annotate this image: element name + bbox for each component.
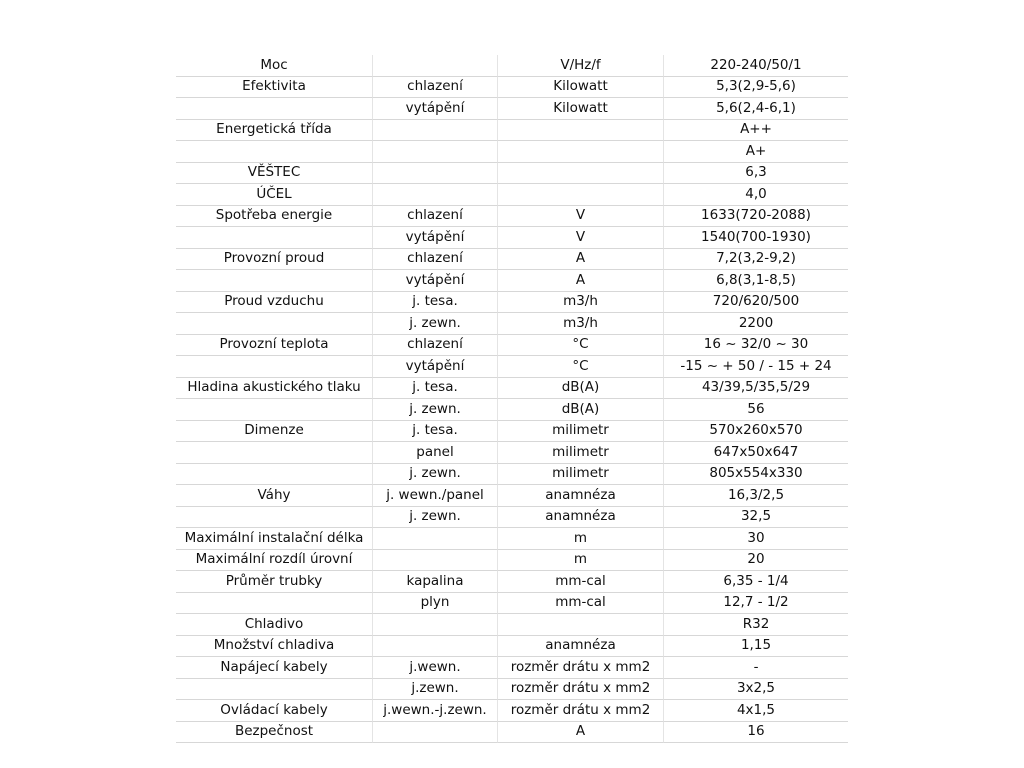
cell-value: 30 xyxy=(664,528,848,550)
table-row xyxy=(176,528,848,550)
table-row xyxy=(176,679,848,701)
cell-mode xyxy=(373,722,498,744)
cell-unit: rozměr drátu x mm2 xyxy=(498,700,664,722)
cell-mode: panel xyxy=(373,442,498,464)
spec-table-body xyxy=(176,55,848,743)
table-row xyxy=(176,163,848,185)
cell-value: 16,3/2,5 xyxy=(664,485,848,507)
table-row xyxy=(176,464,848,486)
cell-unit: anamnéza xyxy=(498,485,664,507)
cell-name: Efektivita xyxy=(176,77,373,99)
cell-name: Moc xyxy=(176,55,373,77)
cell-name: Dimenze xyxy=(176,421,373,443)
cell-value: 16 xyxy=(664,722,848,744)
cell-mode: j. tesa. xyxy=(373,292,498,314)
cell-mode: chlazení xyxy=(373,249,498,271)
table-row xyxy=(176,292,848,314)
cell-mode xyxy=(373,528,498,550)
table-row xyxy=(176,227,848,249)
cell-unit: m3/h xyxy=(498,292,664,314)
cell-name: Maximální rozdíl úrovní xyxy=(176,550,373,572)
cell-value: 720/620/500 xyxy=(664,292,848,314)
table-row xyxy=(176,141,848,163)
cell-value: 647x50x647 xyxy=(664,442,848,464)
cell-mode: j. zewn. xyxy=(373,399,498,421)
cell-value: 12,7 - 1/2 xyxy=(664,593,848,615)
cell-value: 1,15 xyxy=(664,636,848,658)
table-row xyxy=(176,184,848,206)
table-row xyxy=(176,571,848,593)
cell-value: 56 xyxy=(664,399,848,421)
cell-unit: milimetr xyxy=(498,442,664,464)
cell-value: 6,35 - 1/4 xyxy=(664,571,848,593)
cell-unit xyxy=(498,120,664,142)
cell-unit: m xyxy=(498,550,664,572)
table-row xyxy=(176,507,848,529)
cell-mode xyxy=(373,550,498,572)
cell-name xyxy=(176,593,373,615)
cell-value: 43/39,5/35,5/29 xyxy=(664,378,848,400)
cell-value: 20 xyxy=(664,550,848,572)
table-row xyxy=(176,120,848,142)
cell-unit: m3/h xyxy=(498,313,664,335)
cell-mode: j.wewn. xyxy=(373,657,498,679)
cell-mode xyxy=(373,184,498,206)
table-row xyxy=(176,98,848,120)
table-row xyxy=(176,593,848,615)
table-row xyxy=(176,249,848,271)
cell-mode xyxy=(373,141,498,163)
cell-unit: rozměr drátu x mm2 xyxy=(498,679,664,701)
cell-unit: mm-cal xyxy=(498,571,664,593)
cell-name: Váhy xyxy=(176,485,373,507)
cell-mode: vytápění xyxy=(373,227,498,249)
cell-unit: Kilowatt xyxy=(498,77,664,99)
cell-unit: dB(A) xyxy=(498,399,664,421)
cell-value: 570x260x570 xyxy=(664,421,848,443)
cell-value: 4,0 xyxy=(664,184,848,206)
cell-mode: chlazení xyxy=(373,77,498,99)
cell-value: 32,5 xyxy=(664,507,848,529)
cell-value: - xyxy=(664,657,848,679)
cell-unit xyxy=(498,614,664,636)
cell-value: A++ xyxy=(664,120,848,142)
cell-mode: j.zewn. xyxy=(373,679,498,701)
cell-unit: V xyxy=(498,227,664,249)
cell-unit: dB(A) xyxy=(498,378,664,400)
cell-value: A+ xyxy=(664,141,848,163)
cell-unit xyxy=(498,163,664,185)
cell-name xyxy=(176,442,373,464)
cell-name: Hladina akustického tlaku xyxy=(176,378,373,400)
table-row xyxy=(176,378,848,400)
cell-name xyxy=(176,679,373,701)
cell-mode: vytápění xyxy=(373,356,498,378)
cell-mode: j. wewn./panel xyxy=(373,485,498,507)
table-row xyxy=(176,442,848,464)
cell-mode xyxy=(373,163,498,185)
cell-mode: kapalina xyxy=(373,571,498,593)
cell-mode: j.wewn.-j.zewn. xyxy=(373,700,498,722)
cell-unit xyxy=(498,141,664,163)
table-row xyxy=(176,722,848,744)
cell-unit: Kilowatt xyxy=(498,98,664,120)
table-row xyxy=(176,335,848,357)
cell-name: Provozní proud xyxy=(176,249,373,271)
table-row xyxy=(176,636,848,658)
cell-name xyxy=(176,507,373,529)
table-row xyxy=(176,55,848,77)
cell-mode: j. tesa. xyxy=(373,378,498,400)
table-row xyxy=(176,270,848,292)
cell-name: VĚŠTEC xyxy=(176,163,373,185)
cell-name: Maximální instalační délka xyxy=(176,528,373,550)
cell-value: 805x554x330 xyxy=(664,464,848,486)
cell-unit: A xyxy=(498,249,664,271)
cell-mode xyxy=(373,120,498,142)
table-row xyxy=(176,356,848,378)
cell-unit: V/Hz/f xyxy=(498,55,664,77)
table-row xyxy=(176,657,848,679)
cell-name: Energetická třída xyxy=(176,120,373,142)
cell-value: 5,3(2,9-5,6) xyxy=(664,77,848,99)
cell-mode: plyn xyxy=(373,593,498,615)
cell-value: 220-240/50/1 xyxy=(664,55,848,77)
cell-unit: milimetr xyxy=(498,421,664,443)
cell-name xyxy=(176,227,373,249)
table-row xyxy=(176,550,848,572)
cell-value: 1633(720-2088) xyxy=(664,206,848,228)
cell-mode: j. zewn. xyxy=(373,313,498,335)
cell-value: 6,3 xyxy=(664,163,848,185)
cell-unit xyxy=(498,184,664,206)
cell-name xyxy=(176,141,373,163)
cell-mode: chlazení xyxy=(373,206,498,228)
cell-unit: A xyxy=(498,270,664,292)
cell-unit: rozměr drátu x mm2 xyxy=(498,657,664,679)
cell-name: Chladivo xyxy=(176,614,373,636)
cell-name: Provozní teplota xyxy=(176,335,373,357)
cell-name xyxy=(176,356,373,378)
table-row xyxy=(176,421,848,443)
cell-name xyxy=(176,98,373,120)
cell-unit: °C xyxy=(498,335,664,357)
table-row xyxy=(176,77,848,99)
cell-name xyxy=(176,464,373,486)
cell-name: Množství chladiva xyxy=(176,636,373,658)
cell-name: Spotřeba energie xyxy=(176,206,373,228)
cell-name: Napájecí kabely xyxy=(176,657,373,679)
cell-unit: milimetr xyxy=(498,464,664,486)
cell-value: R32 xyxy=(664,614,848,636)
cell-unit: V xyxy=(498,206,664,228)
cell-value: 3x2,5 xyxy=(664,679,848,701)
table-row xyxy=(176,614,848,636)
cell-mode: chlazení xyxy=(373,335,498,357)
cell-value: 7,2(3,2-9,2) xyxy=(664,249,848,271)
cell-value: 1540(700-1930) xyxy=(664,227,848,249)
cell-unit: °C xyxy=(498,356,664,378)
cell-unit: A xyxy=(498,722,664,744)
cell-name: ÚČEL xyxy=(176,184,373,206)
table-row xyxy=(176,700,848,722)
cell-mode: j. tesa. xyxy=(373,421,498,443)
cell-unit: anamnéza xyxy=(498,507,664,529)
cell-unit: m xyxy=(498,528,664,550)
cell-unit: mm-cal xyxy=(498,593,664,615)
cell-name: Proud vzduchu xyxy=(176,292,373,314)
table-row xyxy=(176,399,848,421)
cell-mode: vytápění xyxy=(373,98,498,120)
cell-mode: j. zewn. xyxy=(373,464,498,486)
cell-name xyxy=(176,399,373,421)
cell-value: 6,8(3,1-8,5) xyxy=(664,270,848,292)
spec-table xyxy=(176,55,848,743)
cell-value: 16 ~ 32/0 ~ 30 xyxy=(664,335,848,357)
cell-name: Průměr trubky xyxy=(176,571,373,593)
cell-name xyxy=(176,270,373,292)
cell-mode xyxy=(373,636,498,658)
cell-value: -15 ~ + 50 / - 15 + 24 xyxy=(664,356,848,378)
cell-name: Ovládací kabely xyxy=(176,700,373,722)
table-row xyxy=(176,313,848,335)
table-row xyxy=(176,206,848,228)
cell-mode xyxy=(373,614,498,636)
cell-value: 4x1,5 xyxy=(664,700,848,722)
cell-name xyxy=(176,313,373,335)
cell-name: Bezpečnost xyxy=(176,722,373,744)
cell-mode xyxy=(373,55,498,77)
cell-mode: vytápění xyxy=(373,270,498,292)
cell-value: 5,6(2,4-6,1) xyxy=(664,98,848,120)
cell-unit: anamnéza xyxy=(498,636,664,658)
cell-value: 2200 xyxy=(664,313,848,335)
cell-mode: j. zewn. xyxy=(373,507,498,529)
table-row xyxy=(176,485,848,507)
